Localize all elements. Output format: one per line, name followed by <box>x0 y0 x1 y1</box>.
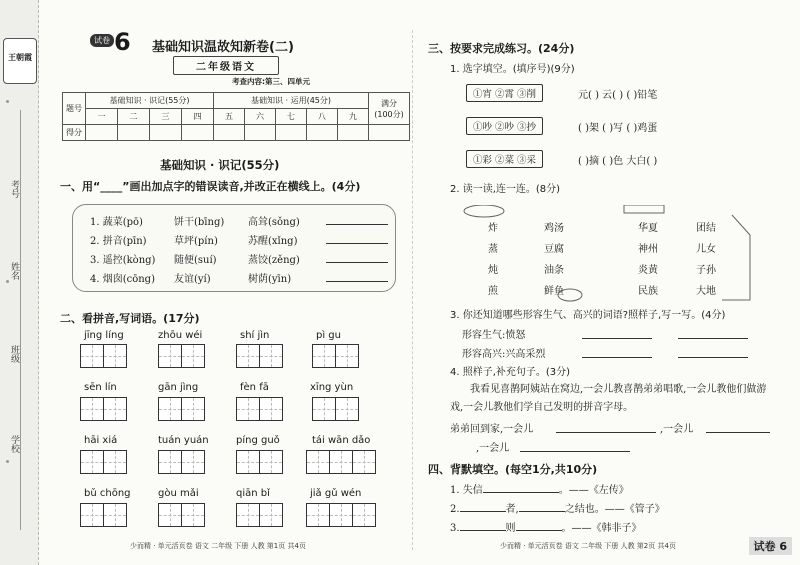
q4-item-1: 1. 失信 。——《左传》 <box>450 485 629 496</box>
q1-word: 友谊(yí) <box>174 274 211 285</box>
char-boxes[interactable] <box>80 503 126 531</box>
match-item[interactable]: 大地 <box>696 286 716 297</box>
answer-line[interactable] <box>678 357 748 358</box>
score-cell[interactable] <box>276 125 307 141</box>
pinyin-label: jīng líng <box>84 330 124 341</box>
brand-logo: 王朝霞 <box>3 38 37 84</box>
q1-title: 一、用“____”画出加点字的错误读音,并改正在横线上。(4分) <box>60 180 361 193</box>
match-item[interactable]: 炎黄 <box>638 265 658 276</box>
col-header: 一 <box>86 109 118 125</box>
punch-dot <box>6 280 9 283</box>
answer-line[interactable] <box>582 338 652 339</box>
fill-line[interactable]: 元( ) 云( ) ( )铅笔 <box>578 90 658 101</box>
binding-strip <box>0 0 39 565</box>
q1-word: 饼干(bīng) <box>174 217 225 228</box>
fill-line[interactable]: ( )摘 ( )色 大白( ) <box>578 156 658 167</box>
pinyin-label: qiān bǐ <box>236 488 270 499</box>
answer-line[interactable] <box>326 224 388 225</box>
fill-sentence-1: 弟弟回到家,一会儿 <box>450 424 534 435</box>
answer-line[interactable] <box>519 511 565 512</box>
food-right-col <box>544 218 564 302</box>
col-header: 七 <box>276 109 307 125</box>
q4-title: 四、背默填空。(每空1分,共10分) <box>428 463 598 476</box>
q1-word: 草坪(pín) <box>174 236 218 247</box>
wall-right-col <box>696 218 716 302</box>
q1-word: 苏醒(xǐng) <box>248 236 298 247</box>
footer-right: 少而精 · 单元活页卷 语文 二年级 下册 人教 第2页 共4页 <box>500 542 676 550</box>
pinyin-label: tái wān dǎo <box>312 435 371 446</box>
pinyin-label: hāi xiá <box>84 435 118 446</box>
answer-line[interactable] <box>326 243 388 244</box>
field-exam-no: 考号 <box>9 180 19 198</box>
char-boxes[interactable] <box>80 450 126 478</box>
match-item[interactable]: 鸡汤 <box>544 223 564 234</box>
q1-word: 1. 蔬菜(pō) <box>90 217 143 228</box>
match-item[interactable]: 鲜鱼 <box>544 286 564 297</box>
q1-word: 4. 烟囱(cōng) <box>90 274 155 285</box>
pinyin-label: bǔ chōng <box>84 488 131 499</box>
char-boxes[interactable] <box>312 397 358 425</box>
pinyin-label: jiǎ gǔ wén <box>310 488 362 499</box>
score-cell[interactable] <box>182 125 214 141</box>
pinyin-label: pì gu <box>316 330 341 341</box>
q3-sub3: 3. 你还知道哪些形容生气、高兴的词语?照样子,写一写。(4分) <box>450 310 726 321</box>
score-cell[interactable] <box>307 125 338 141</box>
pinyin-label: tuán yuán <box>158 435 209 446</box>
answer-line[interactable] <box>460 530 506 531</box>
answer-line[interactable] <box>678 338 748 339</box>
char-boxes[interactable] <box>306 450 375 478</box>
group-label: 基础知识 · 运用(45分) <box>214 93 369 109</box>
score-cell[interactable] <box>150 125 182 141</box>
angry-example: 形容生气:愤怒 <box>462 330 526 341</box>
fill-sentence-mid: ,一会儿 <box>660 424 694 435</box>
footer-left: 少而精 · 单元活页卷 语文 二年级 下册 人教 第1页 共4页 <box>130 542 306 550</box>
score-cell[interactable] <box>338 125 369 141</box>
fold-line <box>412 30 413 550</box>
row-label: 题号 <box>63 93 86 125</box>
char-options: ①宵 ②霄 ③削 <box>466 84 543 102</box>
q1-word: 高耸(sǒng) <box>248 217 300 228</box>
pinyin-label: gòu mǎi <box>158 488 199 499</box>
answer-line[interactable] <box>520 451 630 452</box>
match-item[interactable]: 炖 <box>488 265 498 276</box>
match-item[interactable]: 华夏 <box>638 223 658 234</box>
q2-title: 二、看拼音,写词语。(17分) <box>60 312 200 325</box>
col-header: 六 <box>245 109 276 125</box>
pinyin-label: píng guǒ <box>236 435 280 446</box>
punch-dot <box>6 460 9 463</box>
char-boxes[interactable] <box>80 397 126 425</box>
food-illustration <box>462 205 592 305</box>
col-header: 五 <box>214 109 245 125</box>
col-header: 四 <box>182 109 214 125</box>
col-header: 三 <box>150 109 182 125</box>
char-boxes[interactable] <box>312 344 358 372</box>
q1-word: 树荫(yīn) <box>248 274 292 285</box>
q3-sub1: 1. 选字填空。(填序号)(9分) <box>450 64 575 75</box>
answer-line[interactable] <box>516 530 562 531</box>
answer-line[interactable] <box>326 262 388 263</box>
match-item[interactable]: 煎 <box>488 286 498 297</box>
score-table <box>62 92 410 141</box>
char-boxes[interactable] <box>80 344 126 372</box>
match-item[interactable]: 蒸 <box>488 244 498 255</box>
q1-word: 2. 拼音(pīn) <box>90 236 147 247</box>
q1-word: 3. 遥控(kòng) <box>90 255 156 266</box>
q4-item-3: 3. 则 。——《韩非子》 <box>450 523 642 534</box>
answer-line[interactable] <box>483 492 559 493</box>
q3-title: 三、按要求完成练习。(24分) <box>428 42 575 55</box>
match-item[interactable]: 子孙 <box>696 265 716 276</box>
paper-subtitle: 二年级语文 <box>173 56 279 75</box>
pinyin-label: zhōu wéi <box>158 330 203 341</box>
paper-badge: 试卷 <box>90 34 114 47</box>
q3-sub2: 2. 读一读,连一连。(8分) <box>450 184 561 195</box>
q4-item-2: 2. 者, 之结也。——《管子》 <box>450 504 665 515</box>
q1-items <box>90 213 388 289</box>
char-boxes[interactable] <box>236 503 282 531</box>
col-header: 八 <box>307 109 338 125</box>
char-boxes[interactable] <box>306 503 375 531</box>
char-options: ①彩 ②菜 ③采 <box>466 150 543 168</box>
match-item[interactable]: 炸 <box>488 223 498 234</box>
pinyin-label: fèn fā <box>240 382 269 393</box>
pinyin-label: xīng yùn <box>310 382 354 393</box>
pinyin-label: sēn lín <box>84 382 117 393</box>
answer-line[interactable] <box>706 432 770 433</box>
punch-dot <box>6 100 9 103</box>
col-header: 九 <box>338 109 369 125</box>
char-options: ①吵 ②吵 ③抄 <box>466 117 543 135</box>
char-boxes[interactable] <box>158 397 204 425</box>
score-cell[interactable] <box>369 125 410 141</box>
pinyin-label: shí jìn <box>240 330 270 341</box>
part-title: 基础知识 · 识记(55分) <box>160 158 280 172</box>
happy-example: 形容高兴:兴高采烈 <box>462 349 546 360</box>
cut-line <box>20 110 21 530</box>
paper-page-badge: 试卷 6 <box>749 537 792 555</box>
example-sentence: 我看见喜鹊阿姨站在窝边,一会儿教喜鹊弟弟唱歌,一会儿教他们做游戏,一会儿教他们学自己发明的拼音字母。 <box>450 384 767 413</box>
score-cell[interactable] <box>245 125 276 141</box>
match-item[interactable]: 民族 <box>638 286 658 297</box>
field-name: 姓名 <box>9 262 19 280</box>
score-cell[interactable] <box>214 125 245 141</box>
char-boxes[interactable] <box>158 450 204 478</box>
fill-line[interactable]: ( )架 ( )写 ( )鸡蛋 <box>578 123 658 134</box>
match-item[interactable]: 团结 <box>696 223 716 234</box>
paper-number: 6 <box>114 28 131 56</box>
char-boxes[interactable] <box>158 503 204 531</box>
field-class: 班级 <box>9 345 19 363</box>
food-left-col <box>488 218 498 302</box>
q1-word: 随便(suí) <box>174 255 217 266</box>
match-item[interactable]: 油条 <box>544 265 564 276</box>
full-score: 满分 (100分) <box>369 93 410 125</box>
char-boxes[interactable] <box>236 450 282 478</box>
answer-line[interactable] <box>326 281 388 282</box>
fill-sentence-2: ,一会儿 <box>476 443 510 454</box>
field-school: 学校 <box>9 435 19 453</box>
char-boxes[interactable] <box>158 344 204 372</box>
answer-line[interactable] <box>582 357 652 358</box>
match-item[interactable]: 儿女 <box>696 244 716 255</box>
group-label: 基础知识 · 识记(55分) <box>86 93 214 109</box>
score-cell[interactable] <box>118 125 150 141</box>
answer-line[interactable] <box>556 432 656 433</box>
col-header: 二 <box>118 109 150 125</box>
wall-left-col <box>638 218 658 302</box>
paper-scope: 考查内容:第三、四单元 <box>232 77 310 86</box>
q3-sub4: 4. 照样子,补充句子。(3分) <box>450 367 571 378</box>
char-boxes[interactable] <box>236 344 282 372</box>
char-boxes[interactable] <box>236 397 282 425</box>
q1-word: 蒸饺(zěng) <box>248 255 300 266</box>
match-item[interactable]: 神州 <box>638 244 658 255</box>
pinyin-label: gān jìng <box>158 382 199 393</box>
answer-line[interactable] <box>460 511 506 512</box>
paper-title: 基础知识温故知新卷(二) <box>152 40 294 55</box>
score-cell[interactable] <box>86 125 118 141</box>
row-label: 得分 <box>63 125 86 141</box>
match-item[interactable]: 豆腐 <box>544 244 564 255</box>
